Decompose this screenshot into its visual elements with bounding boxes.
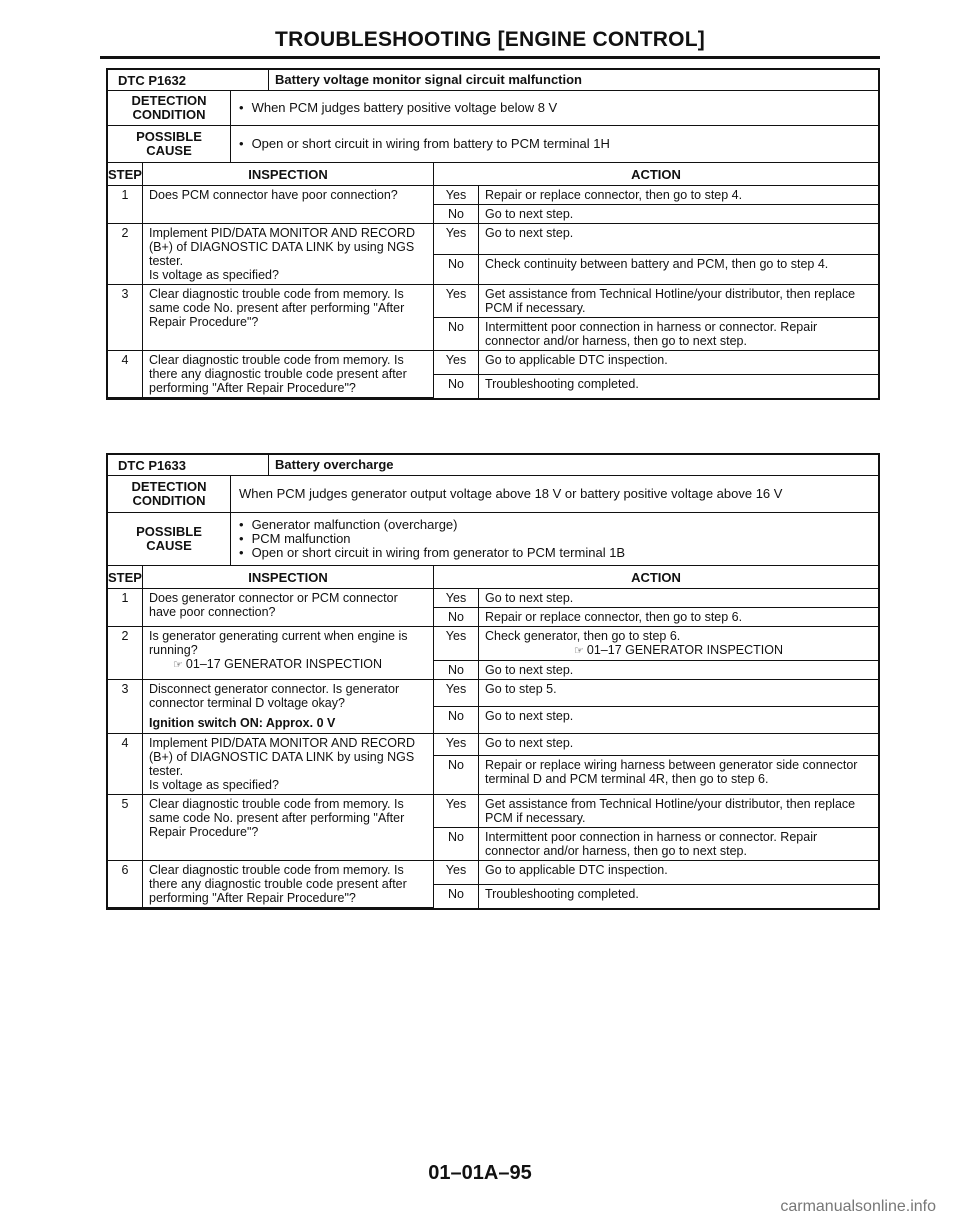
label-line: CONDITION xyxy=(132,493,206,508)
step-number: 3 xyxy=(108,285,143,351)
yes-label: Yes xyxy=(434,285,479,318)
table-row xyxy=(108,680,878,707)
inspection-table xyxy=(108,163,878,398)
col-step: STEP xyxy=(108,566,143,589)
no-action: Troubleshooting completed. xyxy=(479,884,879,907)
yes-action: Go to next step. xyxy=(479,734,879,756)
table-row xyxy=(108,351,878,375)
possible-cause-label xyxy=(108,513,230,565)
no-action: Intermittent poor connection in harness or connector. Repair connector and/or harness, then go to next step. xyxy=(479,318,879,351)
yes-label: Yes xyxy=(434,861,479,885)
page-number: 01–01A–95 xyxy=(428,1162,532,1184)
inspection-table xyxy=(108,566,878,908)
yes-action: Get assistance from Technical Hotline/your distributor, then replace PCM if necessary. xyxy=(479,285,879,318)
no-action: Check continuity between battery and PCM, then go to step 4. xyxy=(479,254,879,285)
inspection-question: Is voltage as specified? xyxy=(149,268,279,282)
col-action: ACTION xyxy=(434,566,879,589)
bullet-item: • When PCM judges battery positive voltage below 8 V xyxy=(239,101,870,115)
no-action: Go to next step. xyxy=(479,205,879,224)
detection-condition-label xyxy=(108,476,230,512)
no-action: Go to next step. xyxy=(479,661,879,680)
inspection-question: Is voltage as specified? xyxy=(149,778,279,792)
step-number: 2 xyxy=(108,224,143,285)
step-number: 5 xyxy=(108,795,143,861)
no-label: No xyxy=(434,254,479,285)
table-row xyxy=(108,589,878,608)
yes-action-cell xyxy=(479,627,879,661)
inspection-cell xyxy=(143,627,434,680)
yes-label: Yes xyxy=(434,795,479,828)
step-number: 6 xyxy=(108,861,143,908)
inspection-text: Clear diagnostic trouble code from memory. Is same code No. present after performing "After Repair Procedure"? xyxy=(143,285,434,351)
detection-condition-label xyxy=(108,91,230,125)
yes-label: Yes xyxy=(434,734,479,756)
no-label: No xyxy=(434,205,479,224)
label-line: CAUSE xyxy=(146,538,192,553)
page-title: TROUBLESHOOTING [ENGINE CONTROL] xyxy=(275,28,705,51)
no-label: No xyxy=(434,318,479,351)
col-step: STEP xyxy=(108,163,143,186)
yes-label: Yes xyxy=(434,627,479,661)
bullet-item: • Generator malfunction (overcharge) xyxy=(239,518,870,532)
label-line: POSSIBLE xyxy=(136,524,202,539)
no-label: No xyxy=(434,661,479,680)
inspection-cell xyxy=(143,734,434,795)
step-number: 3 xyxy=(108,680,143,734)
no-label: No xyxy=(434,828,479,861)
yes-action: Check generator, then go to step 6. xyxy=(485,629,681,643)
yes-action: Repair or replace connector, then go to step 4. xyxy=(479,186,879,205)
detection-condition-value xyxy=(230,91,878,125)
no-label: No xyxy=(434,707,479,734)
inspection-text: Is generator generating current when engine is running? xyxy=(149,629,408,657)
no-label: No xyxy=(434,884,479,907)
yes-action: Go to applicable DTC inspection. xyxy=(479,351,879,375)
bullet-item: • Open or short circuit in wiring from generator to PCM terminal 1B xyxy=(239,546,870,560)
table-row xyxy=(108,627,878,661)
col-inspection: INSPECTION xyxy=(143,163,434,186)
possible-cause-row xyxy=(108,126,878,163)
yes-label: Yes xyxy=(434,589,479,608)
inspection-text: Does PCM connector have poor connection? xyxy=(143,186,434,224)
yes-action: Get assistance from Technical Hotline/your distributor, then replace PCM if necessary. xyxy=(479,795,879,828)
inspection-text: Disconnect generator connector. Is generator connector terminal D voltage okay? xyxy=(149,682,400,710)
inspection-text: Implement PID/DATA MONITOR AND RECORD (B+) of DIAGNOSTIC DATA LINK by using NGS tester. xyxy=(149,736,416,778)
inspection-text: Clear diagnostic trouble code from memory. Is there any diagnostic trouble code present after performing "After Repair Procedure"? xyxy=(143,861,434,908)
no-action: Repair or replace wiring harness between generator side connector terminal D and PCM terminal 4R, then go to step 6. xyxy=(479,756,879,795)
inspection-text: Implement PID/DATA MONITOR AND RECORD (B+) of DIAGNOSTIC DATA LINK by using NGS tester. xyxy=(149,226,416,268)
no-label: No xyxy=(434,756,479,795)
dtc-code: DTC P1632 xyxy=(118,72,186,88)
dtc-title: Battery overcharge xyxy=(268,455,878,475)
label-line: DETECTION xyxy=(131,93,207,108)
possible-cause-value xyxy=(230,126,878,162)
possible-cause-value xyxy=(230,513,878,565)
condition-text: When PCM judges generator output voltage above 18 V or battery positive voltage above 16 V xyxy=(239,486,783,501)
step-number: 1 xyxy=(108,186,143,224)
no-action: Intermittent poor connection in harness or connector. Repair connector and/or harness, then go to next step. xyxy=(479,828,879,861)
step-number: 1 xyxy=(108,589,143,627)
dtc-code: DTC P1633 xyxy=(118,457,186,473)
table-row xyxy=(108,795,878,828)
yes-action: Go to applicable DTC inspection. xyxy=(479,861,879,885)
inspection-text: Does generator connector or PCM connector have poor connection? xyxy=(143,589,434,627)
inspection-text: Clear diagnostic trouble code from memory. Is same code No. present after performing "After Repair Procedure"? xyxy=(143,795,434,861)
no-action: Troubleshooting completed. xyxy=(479,374,879,397)
no-label: No xyxy=(434,608,479,627)
dtc-p1632-table xyxy=(106,68,880,400)
table-row xyxy=(108,861,878,885)
reference-link: ☞ 01–17 GENERATOR INSPECTION xyxy=(149,657,427,672)
table-header-row xyxy=(108,163,878,186)
col-action: ACTION xyxy=(434,163,879,186)
yes-action: Go to next step. xyxy=(479,224,879,255)
dtc-title: Battery voltage monitor signal circuit malfunction xyxy=(268,70,878,90)
yes-label: Yes xyxy=(434,680,479,707)
detection-condition-row xyxy=(108,476,878,513)
yes-label: Yes xyxy=(434,224,479,255)
step-number: 4 xyxy=(108,734,143,795)
spec-value: Ignition switch ON: Approx. 0 V xyxy=(149,716,336,730)
no-action: Repair or replace connector, then go to step 6. xyxy=(479,608,879,627)
bullet-item: • Open or short circuit in wiring from battery to PCM terminal 1H xyxy=(239,137,870,151)
inspection-text: Clear diagnostic trouble code from memory. Is there any diagnostic trouble code present after performing "After Repair Procedure"? xyxy=(143,351,434,398)
page-header xyxy=(100,28,880,59)
possible-cause-label xyxy=(108,126,230,162)
table-row xyxy=(108,186,878,205)
dtc-header xyxy=(108,455,878,476)
table-header-row xyxy=(108,566,878,589)
yes-label: Yes xyxy=(434,351,479,375)
watermark: carmanualsonline.info xyxy=(780,1198,936,1215)
table-row xyxy=(108,285,878,318)
label-line: DETECTION xyxy=(131,479,207,494)
col-inspection: INSPECTION xyxy=(143,566,434,589)
bullet-item: • PCM malfunction xyxy=(239,532,870,546)
yes-action: Go to step 5. xyxy=(479,680,879,707)
detection-condition-value xyxy=(230,476,878,512)
inspection-cell xyxy=(143,680,434,734)
table-row xyxy=(108,734,878,756)
label-line: POSSIBLE xyxy=(136,129,202,144)
no-label: No xyxy=(434,374,479,397)
inspection-cell xyxy=(143,224,434,285)
yes-action: Go to next step. xyxy=(479,589,879,608)
dtc-p1633-table xyxy=(106,453,880,910)
detection-condition-row xyxy=(108,91,878,126)
possible-cause-row xyxy=(108,513,878,566)
label-line: CONDITION xyxy=(132,107,206,122)
table-row xyxy=(108,224,878,255)
yes-label: Yes xyxy=(434,186,479,205)
no-action: Go to next step. xyxy=(479,707,879,734)
reference-link: ☞ 01–17 GENERATOR INSPECTION xyxy=(485,643,872,658)
label-line: CAUSE xyxy=(146,143,192,158)
step-number: 4 xyxy=(108,351,143,398)
step-number: 2 xyxy=(108,627,143,680)
dtc-header xyxy=(108,70,878,91)
